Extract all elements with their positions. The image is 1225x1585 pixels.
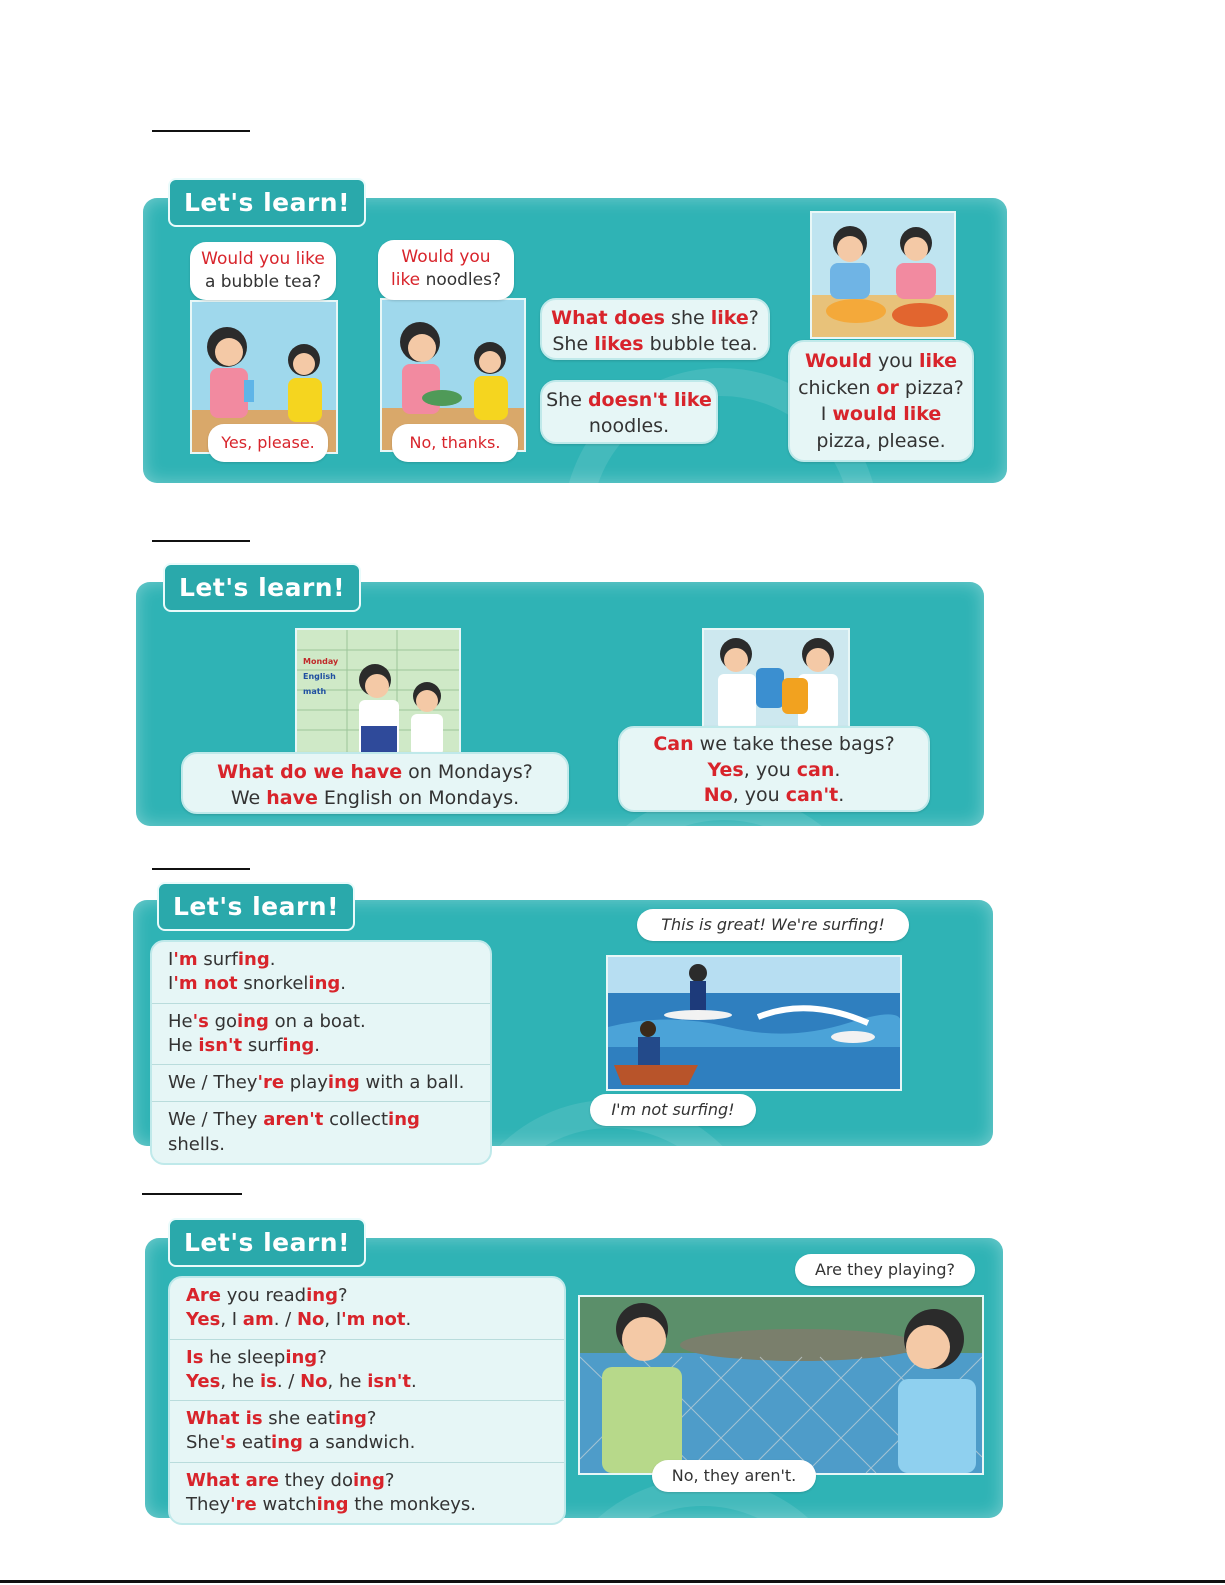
- speech-bubble-yes-please: Yes, please.: [208, 424, 328, 462]
- speech-bubble-not-surfing: I'm not surfing!: [590, 1094, 756, 1126]
- table-row: I'm surfing. I'm not snorkeling.: [152, 942, 490, 1004]
- grammar-box-what-do-we-have: What do we have on Mondays? We have English on Mondays.: [181, 752, 569, 814]
- illustration-zoo: [578, 1295, 984, 1475]
- underline-mark: [152, 130, 250, 132]
- underline-mark: [152, 540, 250, 542]
- illustration-bags: [702, 628, 850, 732]
- lets-learn-heading: Let's learn!: [168, 1218, 366, 1267]
- table-row: Is he sleeping? Yes, he is. / No, he isn't.: [170, 1340, 564, 1402]
- grammar-box-what-does-she-like: What does she like? She likes bubble tea.: [540, 298, 770, 360]
- table-row: He's going on a boat. He isn't surfing.: [152, 1004, 490, 1066]
- grammar-box-can-we-take: Can we take these bags? Yes, you can. No, you can't.: [618, 726, 930, 812]
- page-bottom-rule: [0, 1580, 1225, 1583]
- board-label: Monday: [303, 657, 339, 666]
- speech-bubble-no-they-arent: No, they aren't.: [652, 1460, 816, 1492]
- lets-learn-heading: Let's learn!: [157, 882, 355, 931]
- illustration-timetable: [295, 628, 461, 758]
- table-row: What are they doing? They're watching the monkeys.: [186, 1469, 477, 1516]
- speech-bubble-are-they-playing: Are they playing?: [795, 1254, 975, 1286]
- speech-bubble-offer-noodles: Would you like noodles?: [378, 240, 514, 300]
- grammar-box-doesnt-like: She doesn't like noodles.: [540, 380, 718, 444]
- illustration-surfing: [606, 955, 902, 1091]
- table-row: We / They're playing with a ball.: [152, 1065, 490, 1102]
- lets-learn-heading: Let's learn!: [163, 563, 361, 612]
- grammar-box-would-you-like: Would you like chicken or pizza? I would like pizza, please.: [788, 340, 974, 462]
- grammar-table-present-continuous: [150, 940, 492, 1165]
- speech-bubble-offer-tea: Would you like a bubble tea?: [190, 242, 336, 300]
- table-row: We / They aren't collecting shells.: [168, 1109, 420, 1155]
- speech-bubble-surfing: This is great! We're surfing!: [637, 909, 909, 941]
- underline-mark: [152, 868, 250, 870]
- table-row: What is she eating? She's eating a sandwich.: [170, 1401, 564, 1463]
- board-label: English: [303, 672, 336, 682]
- board-label: math: [303, 687, 327, 697]
- table-row: Are you reading? Yes, I am. / No, I'm not.: [170, 1278, 564, 1340]
- underline-mark: [142, 1193, 242, 1195]
- grammar-table-questions: [168, 1276, 566, 1525]
- speech-bubble-no-thanks: No, thanks.: [392, 424, 518, 462]
- illustration-chicken-pizza: [810, 211, 956, 339]
- lets-learn-heading: Let's learn!: [168, 178, 366, 227]
